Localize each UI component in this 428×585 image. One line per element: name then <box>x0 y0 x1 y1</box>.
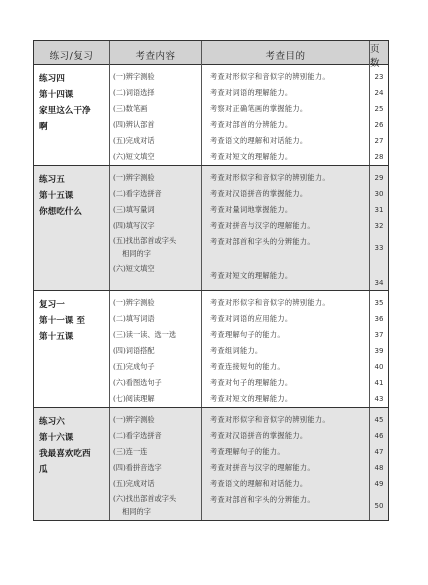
page-number: 26 <box>374 121 384 129</box>
lesson-title-line: 第十六课 <box>39 433 74 443</box>
aim-item: 考查语文的理解和对话能力。 <box>210 136 308 145</box>
aim-item: 考查对短文的理解能力。 <box>210 394 293 403</box>
content-item: (四)辨认部首 <box>113 120 155 129</box>
content-item: (七)阅读理解 <box>113 394 155 403</box>
content-item: (二)看字选拼音 <box>113 189 162 198</box>
aim-item: 考查对句子的理解能力。 <box>210 378 293 387</box>
lesson-title <box>34 65 109 165</box>
lesson-title <box>34 408 109 520</box>
content-item: (一)辨字测验 <box>113 173 155 182</box>
content-item: (四)填写汉字 <box>113 221 155 230</box>
lesson-title-line: 啊 <box>39 122 48 132</box>
page-number: 40 <box>374 363 384 371</box>
page-number: 23 <box>374 73 384 81</box>
aim-item: 考查组词能力。 <box>210 346 263 355</box>
lesson-title-line: 练习五 <box>39 175 65 185</box>
header-lesson: 练习/复习 <box>49 51 94 62</box>
section-3 <box>34 291 388 408</box>
page-number: 33 <box>374 243 384 252</box>
content-column <box>109 65 201 165</box>
aim-item: 考查对拼音与汉字的理解能力。 <box>210 221 315 230</box>
content-item: (三)填写量词 <box>113 205 155 214</box>
content-item: (六)短文填空 <box>113 264 155 273</box>
aim-item: 考查对汉语拼音的掌握能力。 <box>210 431 308 440</box>
aim-item: 考查对短文的理解能力。 <box>210 271 293 280</box>
page-number: 32 <box>374 222 384 230</box>
aim-item: 考查对汉语拼音的掌握能力。 <box>210 189 308 198</box>
page-number: 43 <box>374 395 384 403</box>
page-column <box>369 166 388 290</box>
page-number: 39 <box>374 347 384 355</box>
page-number: 47 <box>374 448 384 456</box>
aim-item: 考查对部首和字头的分辨能力。 <box>210 495 315 504</box>
section-2 <box>34 166 388 291</box>
aim-item: 考查理解句子的能力。 <box>210 330 285 339</box>
content-item: (三)连一连 <box>113 447 148 456</box>
lesson-title <box>34 166 109 290</box>
content-item: (五)完成句子 <box>113 362 155 371</box>
content-item: (一)辨字测验 <box>113 298 155 307</box>
page-number: 37 <box>374 331 384 339</box>
page-column <box>369 291 388 407</box>
page-number: 36 <box>374 315 384 323</box>
lesson-title <box>34 291 109 407</box>
lesson-title-line: 练习六 <box>39 417 65 427</box>
lesson-title-line: 第十四课 <box>39 90 74 100</box>
page-number: 34 <box>374 279 384 287</box>
lesson-title-line: 你想吃什么 <box>39 207 82 217</box>
content-column <box>109 408 201 520</box>
lesson-title-line: 第十五课 <box>39 191 74 201</box>
aim-item: 考查对短文的理解能力。 <box>210 152 293 161</box>
page-column <box>369 408 388 520</box>
aim-column <box>201 65 369 165</box>
page-number: 35 <box>374 299 384 307</box>
content-item: (四)看拼音选字 <box>113 463 162 472</box>
page-number: 25 <box>374 105 384 113</box>
content-item: (五)完成对话 <box>113 136 155 145</box>
aim-column <box>201 408 369 520</box>
content-column <box>109 166 201 290</box>
page-number: 29 <box>374 174 384 182</box>
lesson-title-line: 家里这么干净 <box>39 106 91 116</box>
table-header <box>34 41 388 69</box>
page-number: 41 <box>374 379 384 387</box>
aim-item: 考查对拼音与汉字的理解能力。 <box>210 463 315 472</box>
content-column <box>109 291 201 407</box>
aim-item: 考察对正确笔画的掌握能力。 <box>210 104 308 113</box>
content-item: (一)辨字测验 <box>113 415 155 424</box>
table-body <box>34 65 388 520</box>
content-item: (五)完成对话 <box>113 479 155 488</box>
section-4 <box>34 408 388 520</box>
content-item: (二)词语选择 <box>113 88 155 97</box>
content-item: (三)数笔画 <box>113 104 148 113</box>
aim-item: 考查对形似字和音似字的辨别能力。 <box>210 415 330 424</box>
page-column <box>369 65 388 165</box>
lesson-title-line: 第十一课 至 <box>39 316 85 326</box>
content-item: (二)填写词语 <box>113 314 155 323</box>
page-number: 28 <box>374 153 384 161</box>
aim-column <box>201 166 369 290</box>
aim-item: 考查对量词地掌握能力。 <box>210 205 293 214</box>
page-number: 46 <box>374 432 384 440</box>
section-1 <box>34 65 388 166</box>
content-item: (六)找出部首或字头 相同的字 <box>113 494 177 516</box>
content-item: (二)看字选拼音 <box>113 431 162 440</box>
page-number: 31 <box>374 206 384 214</box>
page-number: 24 <box>374 89 384 97</box>
aim-item: 考查语文的理解和对话能力。 <box>210 479 308 488</box>
aim-item: 考查对词语的理解能力。 <box>210 88 293 97</box>
content-item: (四)词语搭配 <box>113 346 155 355</box>
page-number: 45 <box>374 416 384 424</box>
aim-item: 考查理解句子的能力。 <box>210 447 285 456</box>
content-item: (三)读一读、选一选 <box>113 330 177 339</box>
page-number: 50 <box>374 501 384 510</box>
header-content: 考查内容 <box>109 41 201 69</box>
header-aim: 考查目的 <box>201 41 369 69</box>
page-number: 27 <box>374 137 384 145</box>
aim-item: 考查连接短句的能力。 <box>210 362 285 371</box>
lesson-title-line: 我最喜欢吃西 <box>39 449 91 459</box>
aim-item: 考查对部首和字头的分辨能力。 <box>210 237 315 246</box>
aim-item: 考查对形似字和音似字的辨别能力。 <box>210 298 330 307</box>
header-page: 页数 <box>369 41 388 69</box>
aim-column <box>201 291 369 407</box>
content-item: (六)看图选句子 <box>113 378 162 387</box>
content-item: (一)辨字测验 <box>113 72 155 81</box>
aim-item: 考查对形似字和音似字的辨别能力。 <box>210 72 330 81</box>
aim-item: 考查对词语的应用能力。 <box>210 314 293 323</box>
page-number: 48 <box>374 464 384 472</box>
page-number: 49 <box>374 480 384 488</box>
lesson-title-line: 瓜 <box>39 465 48 475</box>
content-item: (五)找出部首或字头 相同的字 <box>113 236 177 258</box>
lesson-title-line: 复习一 <box>39 300 65 310</box>
aim-item: 考查对形似字和音似字的辨别能力。 <box>210 173 330 182</box>
content-item: (六)短文填空 <box>113 152 155 161</box>
lesson-title-line: 练习四 <box>39 74 65 84</box>
lesson-title-line: 第十五课 <box>39 332 74 342</box>
page-number: 30 <box>374 190 384 198</box>
contents-table <box>33 40 389 521</box>
aim-item: 考查对部首的分辨能力。 <box>210 120 293 129</box>
